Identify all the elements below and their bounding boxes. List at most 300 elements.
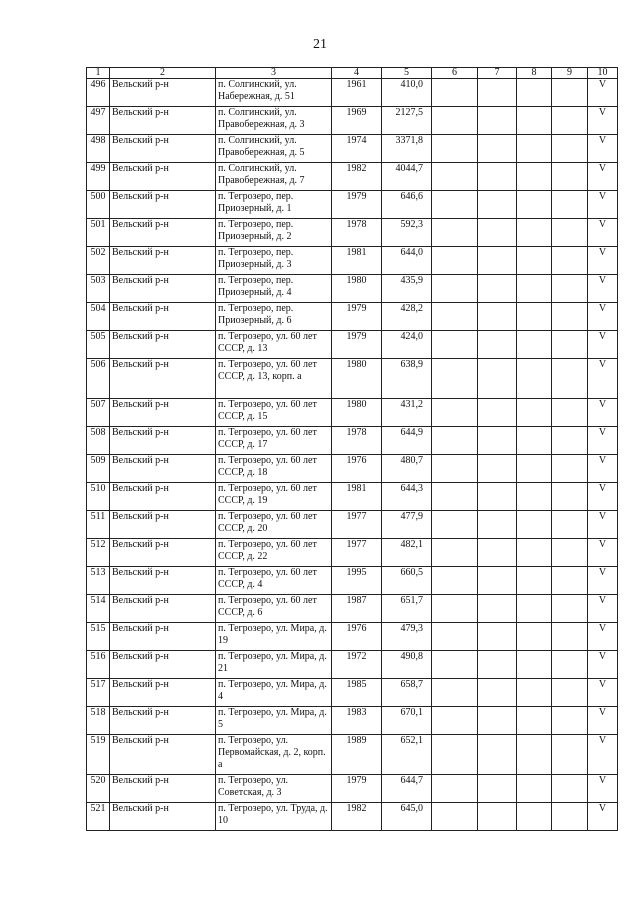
- row-number-cell: 496: [87, 79, 110, 107]
- table-row: [87, 427, 618, 455]
- col8-cell: [517, 107, 552, 135]
- table-row: [87, 803, 618, 831]
- address-cell: п. Солгинский, ул. Правобережная, д. 3: [216, 107, 332, 135]
- area-cell: 3371,8: [382, 135, 432, 163]
- table-row: [87, 247, 618, 275]
- mark-cell: V: [588, 427, 618, 455]
- area-cell: 670,1: [382, 707, 432, 735]
- col6-cell: [432, 651, 478, 679]
- district-cell: Вельский р-н: [110, 511, 216, 539]
- address-cell: п. Тегрозеро, пер. Приозерный, д. 1: [216, 191, 332, 219]
- table-row: [87, 455, 618, 483]
- col7-cell: [478, 539, 517, 567]
- district-cell: Вельский р-н: [110, 483, 216, 511]
- year-cell: 1979: [332, 331, 382, 359]
- column-number-header: 8: [517, 68, 552, 79]
- col9-cell: [552, 511, 588, 539]
- row-number-cell: 510: [87, 483, 110, 511]
- col9-cell: [552, 595, 588, 623]
- area-cell: 638,9: [382, 359, 432, 399]
- address-cell: п. Тегрозеро, ул. 60 лет СССР, д. 22: [216, 539, 332, 567]
- area-cell: 651,7: [382, 595, 432, 623]
- table-row: [87, 331, 618, 359]
- year-cell: 1978: [332, 219, 382, 247]
- address-cell: п. Тегрозеро, пер. Приозерный, д. 4: [216, 275, 332, 303]
- row-number-cell: 518: [87, 707, 110, 735]
- table-row: [87, 107, 618, 135]
- address-cell: п. Тегрозеро, ул. Первомайская, д. 2, корп. а: [216, 735, 332, 775]
- table-row: [87, 303, 618, 331]
- row-number-cell: 505: [87, 331, 110, 359]
- district-cell: Вельский р-н: [110, 331, 216, 359]
- col9-cell: [552, 331, 588, 359]
- address-cell: п. Тегрозеро, ул. 60 лет СССР, д. 15: [216, 399, 332, 427]
- col6-cell: [432, 539, 478, 567]
- address-cell: п. Тегрозеро, ул. 60 лет СССР, д. 17: [216, 427, 332, 455]
- col9-cell: [552, 735, 588, 775]
- year-cell: 1979: [332, 303, 382, 331]
- district-cell: Вельский р-н: [110, 803, 216, 831]
- table-row: [87, 735, 618, 775]
- col6-cell: [432, 303, 478, 331]
- col6-cell: [432, 735, 478, 775]
- area-cell: 644,7: [382, 775, 432, 803]
- col8-cell: [517, 219, 552, 247]
- year-cell: 1981: [332, 247, 382, 275]
- row-number-cell: 501: [87, 219, 110, 247]
- table-row: [87, 79, 618, 107]
- col7-cell: [478, 191, 517, 219]
- mark-cell: V: [588, 247, 618, 275]
- mark-cell: V: [588, 775, 618, 803]
- col6-cell: [432, 191, 478, 219]
- district-cell: Вельский р-н: [110, 275, 216, 303]
- col9-cell: [552, 775, 588, 803]
- col7-cell: [478, 455, 517, 483]
- area-cell: 2127,5: [382, 107, 432, 135]
- mark-cell: V: [588, 595, 618, 623]
- col6-cell: [432, 595, 478, 623]
- district-cell: Вельский р-н: [110, 707, 216, 735]
- col8-cell: [517, 651, 552, 679]
- address-cell: п. Тегрозеро, ул. Мира, д. 21: [216, 651, 332, 679]
- district-cell: Вельский р-н: [110, 775, 216, 803]
- col7-cell: [478, 651, 517, 679]
- col8-cell: [517, 679, 552, 707]
- col9-cell: [552, 191, 588, 219]
- district-cell: Вельский р-н: [110, 79, 216, 107]
- table-row: [87, 775, 618, 803]
- col6-cell: [432, 707, 478, 735]
- row-number-cell: 517: [87, 679, 110, 707]
- district-cell: Вельский р-н: [110, 567, 216, 595]
- col9-cell: [552, 107, 588, 135]
- col8-cell: [517, 359, 552, 399]
- column-number-header: 5: [382, 68, 432, 79]
- col8-cell: [517, 707, 552, 735]
- col8-cell: [517, 775, 552, 803]
- col6-cell: [432, 567, 478, 595]
- area-cell: 652,1: [382, 735, 432, 775]
- col7-cell: [478, 135, 517, 163]
- column-number-header: 6: [432, 68, 478, 79]
- table-row: [87, 623, 618, 651]
- col6-cell: [432, 679, 478, 707]
- col7-cell: [478, 427, 517, 455]
- address-cell: п. Тегрозеро, ул. 60 лет СССР, д. 6: [216, 595, 332, 623]
- address-cell: п. Тегрозеро, пер. Приозерный, д. 2: [216, 219, 332, 247]
- row-number-cell: 500: [87, 191, 110, 219]
- area-cell: 660,5: [382, 567, 432, 595]
- col7-cell: [478, 107, 517, 135]
- mark-cell: V: [588, 275, 618, 303]
- col6-cell: [432, 427, 478, 455]
- col8-cell: [517, 79, 552, 107]
- address-cell: п. Тегрозеро, пер. Приозерный, д. 3: [216, 247, 332, 275]
- col8-cell: [517, 539, 552, 567]
- col7-cell: [478, 735, 517, 775]
- year-cell: 1979: [332, 191, 382, 219]
- col9-cell: [552, 455, 588, 483]
- mark-cell: V: [588, 107, 618, 135]
- table-body: [87, 68, 618, 831]
- col9-cell: [552, 359, 588, 399]
- page-number: 21: [313, 37, 327, 52]
- col6-cell: [432, 455, 478, 483]
- col7-cell: [478, 483, 517, 511]
- mark-cell: V: [588, 679, 618, 707]
- col9-cell: [552, 803, 588, 831]
- row-number-cell: 507: [87, 399, 110, 427]
- row-number-cell: 516: [87, 651, 110, 679]
- col7-cell: [478, 511, 517, 539]
- column-number-header: 7: [478, 68, 517, 79]
- district-cell: Вельский р-н: [110, 303, 216, 331]
- table-row: [87, 651, 618, 679]
- col6-cell: [432, 483, 478, 511]
- col8-cell: [517, 595, 552, 623]
- table-row: [87, 679, 618, 707]
- mark-cell: V: [588, 651, 618, 679]
- col8-cell: [517, 331, 552, 359]
- row-number-cell: 515: [87, 623, 110, 651]
- district-cell: Вельский р-н: [110, 135, 216, 163]
- col7-cell: [478, 275, 517, 303]
- register-table: [86, 67, 618, 831]
- mark-cell: V: [588, 303, 618, 331]
- year-cell: 1982: [332, 163, 382, 191]
- row-number-cell: 497: [87, 107, 110, 135]
- address-cell: п. Солгинский, ул. Набережная, д. 51: [216, 79, 332, 107]
- address-cell: п. Тегрозеро, ул. Советская, д. 3: [216, 775, 332, 803]
- address-cell: п. Солгинский, ул. Правобережная, д. 5: [216, 135, 332, 163]
- col6-cell: [432, 775, 478, 803]
- column-number-header: 2: [110, 68, 216, 79]
- district-cell: Вельский р-н: [110, 427, 216, 455]
- year-cell: 1961: [332, 79, 382, 107]
- area-cell: 658,7: [382, 679, 432, 707]
- col6-cell: [432, 623, 478, 651]
- year-cell: 1985: [332, 679, 382, 707]
- year-cell: 1981: [332, 483, 382, 511]
- district-cell: Вельский р-н: [110, 735, 216, 775]
- address-cell: п. Тегрозеро, ул. Мира, д. 19: [216, 623, 332, 651]
- year-cell: 1979: [332, 775, 382, 803]
- row-number-cell: 506: [87, 359, 110, 399]
- table-row: [87, 567, 618, 595]
- area-cell: 645,0: [382, 803, 432, 831]
- column-number-header-row: [87, 68, 618, 79]
- address-cell: п. Тегрозеро, ул. 60 лет СССР, д. 19: [216, 483, 332, 511]
- mark-cell: V: [588, 803, 618, 831]
- mark-cell: V: [588, 135, 618, 163]
- year-cell: 1972: [332, 651, 382, 679]
- year-cell: 1977: [332, 539, 382, 567]
- col9-cell: [552, 567, 588, 595]
- year-cell: 1977: [332, 511, 382, 539]
- col7-cell: [478, 775, 517, 803]
- area-cell: 424,0: [382, 331, 432, 359]
- col8-cell: [517, 399, 552, 427]
- area-cell: 482,1: [382, 539, 432, 567]
- mark-cell: V: [588, 331, 618, 359]
- address-cell: п. Тегрозеро, ул. 60 лет СССР, д. 13, корп. а: [216, 359, 332, 399]
- mark-cell: V: [588, 359, 618, 399]
- col6-cell: [432, 803, 478, 831]
- mark-cell: V: [588, 163, 618, 191]
- col6-cell: [432, 163, 478, 191]
- col6-cell: [432, 79, 478, 107]
- col7-cell: [478, 219, 517, 247]
- address-cell: п. Тегрозеро, ул. 60 лет СССР, д. 4: [216, 567, 332, 595]
- row-number-cell: 509: [87, 455, 110, 483]
- col9-cell: [552, 135, 588, 163]
- col8-cell: [517, 191, 552, 219]
- col9-cell: [552, 275, 588, 303]
- col7-cell: [478, 163, 517, 191]
- table-row: [87, 707, 618, 735]
- area-cell: 592,3: [382, 219, 432, 247]
- row-number-cell: 499: [87, 163, 110, 191]
- col8-cell: [517, 623, 552, 651]
- area-cell: 428,2: [382, 303, 432, 331]
- district-cell: Вельский р-н: [110, 679, 216, 707]
- col7-cell: [478, 567, 517, 595]
- col6-cell: [432, 275, 478, 303]
- row-number-cell: 513: [87, 567, 110, 595]
- area-cell: 477,9: [382, 511, 432, 539]
- district-cell: Вельский р-н: [110, 107, 216, 135]
- col6-cell: [432, 399, 478, 427]
- district-cell: Вельский р-н: [110, 359, 216, 399]
- table-row: [87, 595, 618, 623]
- year-cell: 1982: [332, 803, 382, 831]
- year-cell: 1978: [332, 427, 382, 455]
- col6-cell: [432, 107, 478, 135]
- area-cell: 431,2: [382, 399, 432, 427]
- address-cell: п. Тегрозеро, ул. Мира, д. 4: [216, 679, 332, 707]
- mark-cell: V: [588, 735, 618, 775]
- row-number-cell: 512: [87, 539, 110, 567]
- column-number-header: 4: [332, 68, 382, 79]
- col7-cell: [478, 359, 517, 399]
- col8-cell: [517, 135, 552, 163]
- mark-cell: V: [588, 191, 618, 219]
- row-number-cell: 511: [87, 511, 110, 539]
- area-cell: 490,8: [382, 651, 432, 679]
- col6-cell: [432, 135, 478, 163]
- address-cell: п. Тегрозеро, ул. 60 лет СССР, д. 20: [216, 511, 332, 539]
- address-cell: п. Тегрозеро, ул. Труда, д. 10: [216, 803, 332, 831]
- year-cell: 1995: [332, 567, 382, 595]
- col7-cell: [478, 679, 517, 707]
- district-cell: Вельский р-н: [110, 595, 216, 623]
- col9-cell: [552, 427, 588, 455]
- column-number-header: 3: [216, 68, 332, 79]
- area-cell: 646,6: [382, 191, 432, 219]
- address-cell: п. Тегрозеро, ул. 60 лет СССР, д. 13: [216, 331, 332, 359]
- col6-cell: [432, 359, 478, 399]
- table-row: [87, 399, 618, 427]
- area-cell: 480,7: [382, 455, 432, 483]
- table-row: [87, 275, 618, 303]
- row-number-cell: 503: [87, 275, 110, 303]
- table-row: [87, 191, 618, 219]
- year-cell: 1980: [332, 399, 382, 427]
- mark-cell: V: [588, 539, 618, 567]
- col7-cell: [478, 247, 517, 275]
- area-cell: 435,9: [382, 275, 432, 303]
- col6-cell: [432, 247, 478, 275]
- col8-cell: [517, 483, 552, 511]
- table-row: [87, 359, 618, 399]
- mark-cell: V: [588, 399, 618, 427]
- address-cell: п. Тегрозеро, пер. Приозерный, д. 6: [216, 303, 332, 331]
- area-cell: 410,0: [382, 79, 432, 107]
- col9-cell: [552, 303, 588, 331]
- area-cell: 644,3: [382, 483, 432, 511]
- year-cell: 1969: [332, 107, 382, 135]
- area-cell: 644,9: [382, 427, 432, 455]
- col6-cell: [432, 511, 478, 539]
- address-cell: п. Солгинский, ул. Правобережная, д. 7: [216, 163, 332, 191]
- table-row: [87, 219, 618, 247]
- col7-cell: [478, 623, 517, 651]
- col8-cell: [517, 163, 552, 191]
- year-cell: 1976: [332, 623, 382, 651]
- col8-cell: [517, 803, 552, 831]
- row-number-cell: 504: [87, 303, 110, 331]
- mark-cell: V: [588, 79, 618, 107]
- col9-cell: [552, 651, 588, 679]
- district-cell: Вельский р-н: [110, 455, 216, 483]
- col8-cell: [517, 427, 552, 455]
- row-number-cell: 502: [87, 247, 110, 275]
- district-cell: Вельский р-н: [110, 247, 216, 275]
- mark-cell: V: [588, 219, 618, 247]
- row-number-cell: 514: [87, 595, 110, 623]
- col8-cell: [517, 303, 552, 331]
- col8-cell: [517, 455, 552, 483]
- col9-cell: [552, 247, 588, 275]
- col9-cell: [552, 707, 588, 735]
- row-number-cell: 521: [87, 803, 110, 831]
- col7-cell: [478, 707, 517, 735]
- district-cell: Вельский р-н: [110, 623, 216, 651]
- mark-cell: V: [588, 511, 618, 539]
- row-number-cell: 520: [87, 775, 110, 803]
- row-number-cell: 498: [87, 135, 110, 163]
- col8-cell: [517, 735, 552, 775]
- year-cell: 1974: [332, 135, 382, 163]
- area-cell: 644,0: [382, 247, 432, 275]
- col7-cell: [478, 79, 517, 107]
- col7-cell: [478, 303, 517, 331]
- year-cell: 1989: [332, 735, 382, 775]
- table-row: [87, 511, 618, 539]
- district-cell: Вельский р-н: [110, 399, 216, 427]
- col7-cell: [478, 803, 517, 831]
- col9-cell: [552, 483, 588, 511]
- row-number-cell: 508: [87, 427, 110, 455]
- district-cell: Вельский р-н: [110, 219, 216, 247]
- address-cell: п. Тегрозеро, ул. Мира, д. 5: [216, 707, 332, 735]
- column-number-header: 9: [552, 68, 588, 79]
- table-row: [87, 163, 618, 191]
- row-number-cell: 519: [87, 735, 110, 775]
- col8-cell: [517, 247, 552, 275]
- col8-cell: [517, 567, 552, 595]
- col9-cell: [552, 539, 588, 567]
- col9-cell: [552, 163, 588, 191]
- area-cell: 479,3: [382, 623, 432, 651]
- col6-cell: [432, 219, 478, 247]
- column-number-header: 1: [87, 68, 110, 79]
- table-row: [87, 539, 618, 567]
- col8-cell: [517, 275, 552, 303]
- year-cell: 1976: [332, 455, 382, 483]
- district-cell: Вельский р-н: [110, 163, 216, 191]
- year-cell: 1987: [332, 595, 382, 623]
- mark-cell: V: [588, 455, 618, 483]
- col9-cell: [552, 219, 588, 247]
- mark-cell: V: [588, 623, 618, 651]
- table-row: [87, 483, 618, 511]
- year-cell: 1983: [332, 707, 382, 735]
- col9-cell: [552, 399, 588, 427]
- mark-cell: V: [588, 567, 618, 595]
- col6-cell: [432, 331, 478, 359]
- district-cell: Вельский р-н: [110, 651, 216, 679]
- col8-cell: [517, 511, 552, 539]
- column-number-header: 10: [588, 68, 618, 79]
- table-row: [87, 135, 618, 163]
- col7-cell: [478, 331, 517, 359]
- district-cell: Вельский р-н: [110, 191, 216, 219]
- address-cell: п. Тегрозеро, ул. 60 лет СССР, д. 18: [216, 455, 332, 483]
- col9-cell: [552, 79, 588, 107]
- area-cell: 4044,7: [382, 163, 432, 191]
- year-cell: 1980: [332, 275, 382, 303]
- mark-cell: V: [588, 707, 618, 735]
- year-cell: 1980: [332, 359, 382, 399]
- district-cell: Вельский р-н: [110, 539, 216, 567]
- col7-cell: [478, 595, 517, 623]
- col9-cell: [552, 623, 588, 651]
- col9-cell: [552, 679, 588, 707]
- col7-cell: [478, 399, 517, 427]
- mark-cell: V: [588, 483, 618, 511]
